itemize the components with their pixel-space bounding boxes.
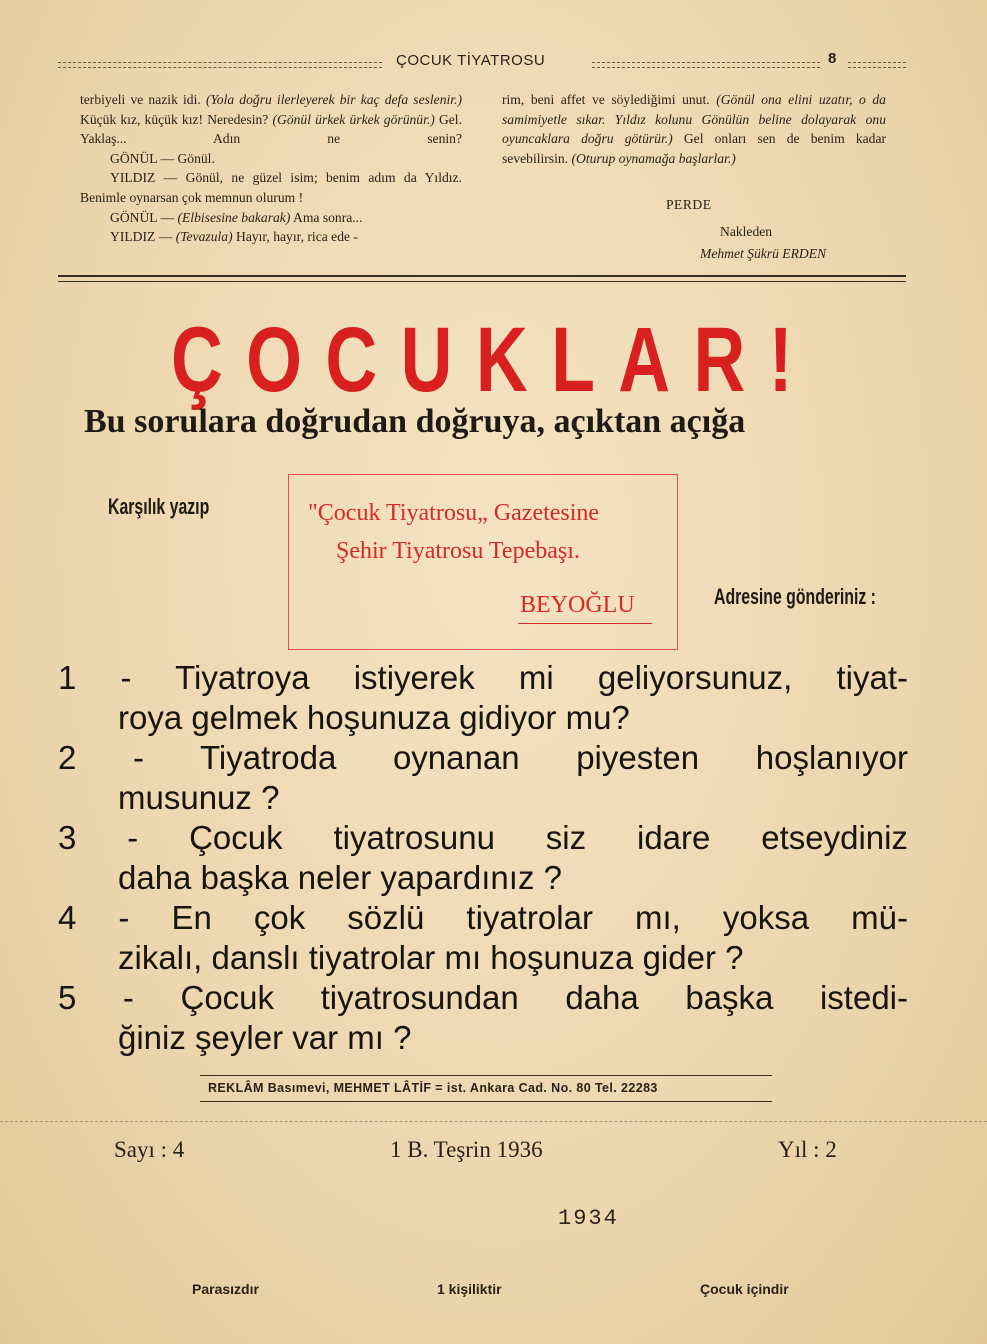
- header-rule-left-2: [58, 67, 382, 68]
- instruction-right: Adresine gönderiniz :: [714, 584, 876, 609]
- headline: ÇOCUKLAR!: [170, 309, 817, 411]
- fold-line: [0, 1121, 987, 1122]
- question-5: 5 - Çocuk tiyatrosundan daha başka istedi- ğiniz şeyler var mı ?: [58, 979, 908, 1056]
- right-paragraph-1: rim, beni affet ve söylediğimi unut. (Gönül ona elini uzatır, o da samimiyetle sıkar. Yıldız kolunu Gönülün beline dolayarak onu oyuncaklara doğru götürür.) Gel onları sen de benim kadar sevebilirsin. (Oturup oynamağa başlarlar.): [502, 92, 887, 166]
- header-rule-left: [58, 62, 382, 63]
- right-column: [502, 90, 886, 168]
- issue-date: 1 B. Teşrin 1936: [390, 1137, 543, 1162]
- left-paragraph-4: GÖNÜL — (Elbisesine bakarak) Ama sonra...: [110, 209, 363, 225]
- header-rule-right-2: [848, 67, 906, 68]
- instruction-left: Karşılık yazıp: [108, 494, 210, 519]
- question-3: 3 - Çocuk tiyatrosunu siz idare etseydiniz daha başka neler yapardınız ?: [58, 819, 908, 896]
- curtain-text: PERDE: [666, 197, 712, 212]
- footer-audience: Çocuk içindir: [700, 1281, 789, 1297]
- magazine-title: ÇOCUK TİYATROSU: [396, 52, 546, 69]
- question-4: 4 - En çok sözlü tiyatrolar mı, yoksa mü- zikalı, danslı tiyatrolar mı hoşunuza gider ?: [58, 899, 908, 976]
- header-rule-right: [848, 62, 906, 63]
- footer-persons: 1 kişiliktir: [437, 1281, 502, 1297]
- handwritten-year: 1934: [558, 1206, 619, 1231]
- footer-price: Parasızdır: [192, 1281, 259, 1297]
- left-paragraph-5: YILDIZ — (Tevazula) Hayır, hayır, rica ede -: [110, 229, 358, 245]
- printer-rule-top: [200, 1075, 772, 1076]
- address-line-3: BEYOĞLU: [520, 592, 635, 618]
- address-line-2: Şehir Tiyatrosu Tepebaşı.: [336, 538, 580, 564]
- question-1: 1 - Tiyatroya istiyerek mi geliyorsunuz, tiyat- roya gelmek hoşunuza gidiyor mu?: [58, 659, 908, 736]
- address-line-1: "Çocuk Tiyatrosu„ Gazetesine: [308, 500, 600, 526]
- header-rule-mid: [592, 62, 820, 63]
- section-rule-top: [58, 275, 906, 277]
- page-number: 8: [828, 50, 837, 67]
- left-paragraph-1: terbiyeli ve nazik idi. (Yola doğru ilerleyerek bir kaç defa seslenir.) Küçük kız, küçük kız! Neredesin? (Gönül ürkek ürkek görünür.) Gel. Yaklaş... Adın ne senin?: [80, 92, 462, 147]
- translator-label: Nakleden: [720, 224, 773, 239]
- header-rule-mid-2: [592, 67, 820, 68]
- printer-rule-bottom: [200, 1101, 772, 1102]
- translator-name: Mehmet Şükrü ERDEN: [700, 246, 827, 261]
- address-underline: [518, 623, 652, 624]
- left-paragraph-2: GÖNÜL — Gönül.: [110, 150, 215, 166]
- question-2: 2 - Tiyatroda oynanan piyesten hoşlanıyor musunuz ?: [58, 739, 908, 816]
- left-column: [80, 90, 462, 247]
- subheadline: Bu sorulara doğrudan doğruya, açıktan açığa: [84, 403, 746, 440]
- issue-year: Yıl : 2: [778, 1137, 837, 1162]
- printer-info: REKLÂM Basımevi, MEHMET LÂTİF = ist. Ankara Cad. No. 80 Tel. 22283: [208, 1081, 658, 1095]
- left-paragraph-3: YILDIZ — Gönül, ne güzel isim; benim adım da Yıldız. Benimle oynarsan çok memnun olurum !: [80, 170, 462, 205]
- section-rule-bottom: [58, 281, 906, 282]
- issue-number: Sayı : 4: [114, 1137, 185, 1162]
